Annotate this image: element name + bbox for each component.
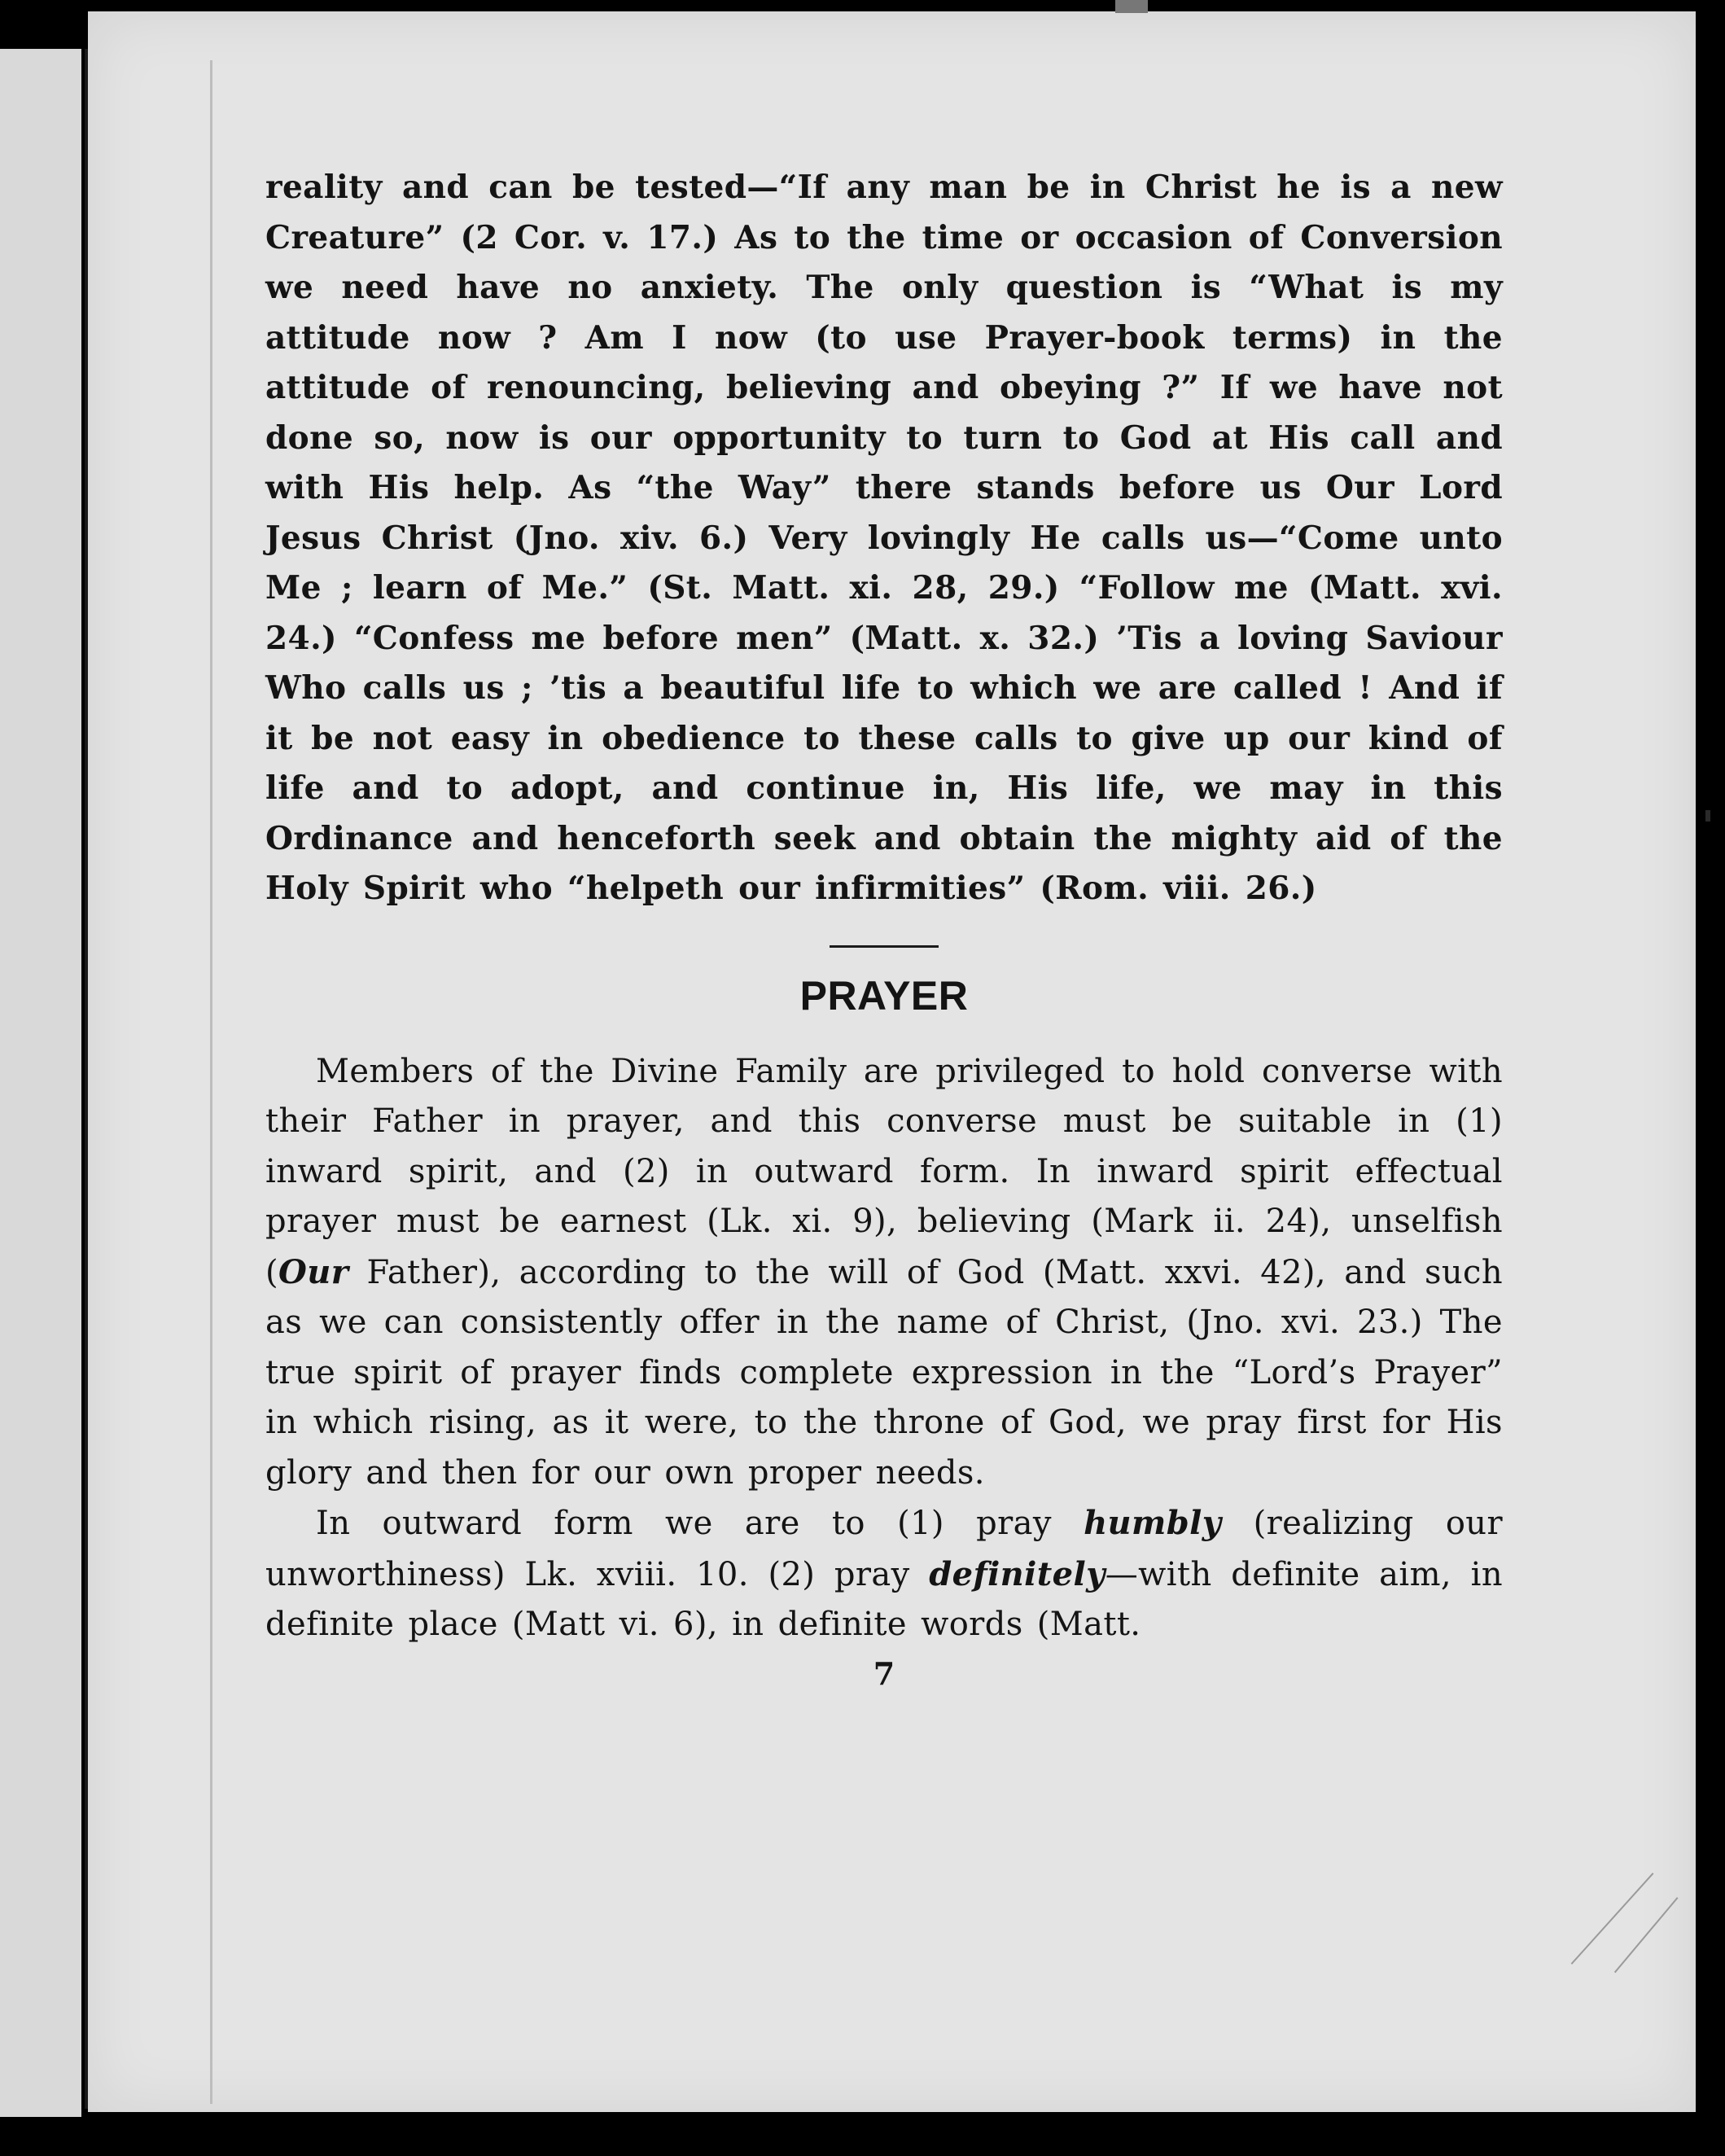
prayer-text-part: —with definite aim, in definite place (Matt vi. 6), in definite words (Matt. (265, 1555, 1503, 1643)
emphasis-humbly: humbly (1084, 1504, 1222, 1542)
section-divider (830, 945, 939, 948)
section-heading: PRAYER (799, 972, 969, 1019)
prayer-text-part: Members of the Divine Family are privileged to hold converse with their Father in prayer, and this converse must be suitable in (1) inward spirit, and (2) in outward form. In inward spirit effectual prayer must be earnest (Lk. xi. 9), believing (Mark ii. 24), unselfish ( (265, 1052, 1503, 1291)
page-fold-line (210, 60, 212, 2104)
prayer-text-part: Father), according to the will of God (Matt. xxvi. 42), and such as we can consistently offer in the name of Christ, (Jno. xvi. 23.) The true spirit of prayer finds complete expression in the “Lord’s Prayer” in which rising, as it were, to the throne of God, we pray first for His glory and then for our own proper needs. (265, 1253, 1503, 1492)
emphasis-definitely: definitely (929, 1554, 1105, 1593)
facing-page-edge (0, 49, 81, 2117)
prayer-paragraph-2 (265, 1498, 1503, 1650)
speck-mark (1115, 0, 1148, 13)
prayer-text-part: (realizing our unworthiness) Lk. xviii. 10. (2) pray (265, 1505, 1503, 1593)
conversion-paragraph: reality and can be tested—“If any man be in Christ he is a new Creature” (2 Cor. v. 17.) As to the time or occasion of Conversion we need have no anxiety. The only question is “What is my attitude now ? Am I now (to use Prayer-book terms) in the attitude of renouncing, believing and obeying ?” If we have not done so, now is our opportunity to turn to God at His call and with His help. As “the Way” there stands before us Our Lord Jesus Christ (Jno. xiv. 6.) Very lovingly He calls us—“Come unto Me ; learn of Me.” (St. Matt. xi. 28, 29.) “Follow me (Matt. xvi. 24.) “Confess me before men” (Matt. x. 32.) ’Tis a loving Saviour Who calls us ; ’tis a beautiful life to which we are called ! And if it be not easy in obedience to these calls to give up our kind of life and to adopt, and continue in, His life, we may in this Ordinance and henceforth seek and obtain the mighty aid of the Holy Spirit who “helpeth our infirmities” (Rom. viii. 26.) (265, 169, 1503, 907)
emphasis-our: Our (278, 1252, 349, 1291)
speck-mark (1705, 810, 1710, 822)
prayer-text-part: In outward form we are to (1) pray (316, 1505, 1084, 1542)
page-number: 7 (873, 1654, 895, 1692)
page-content (265, 163, 1503, 1692)
prayer-paragraph-1 (265, 1047, 1503, 1499)
